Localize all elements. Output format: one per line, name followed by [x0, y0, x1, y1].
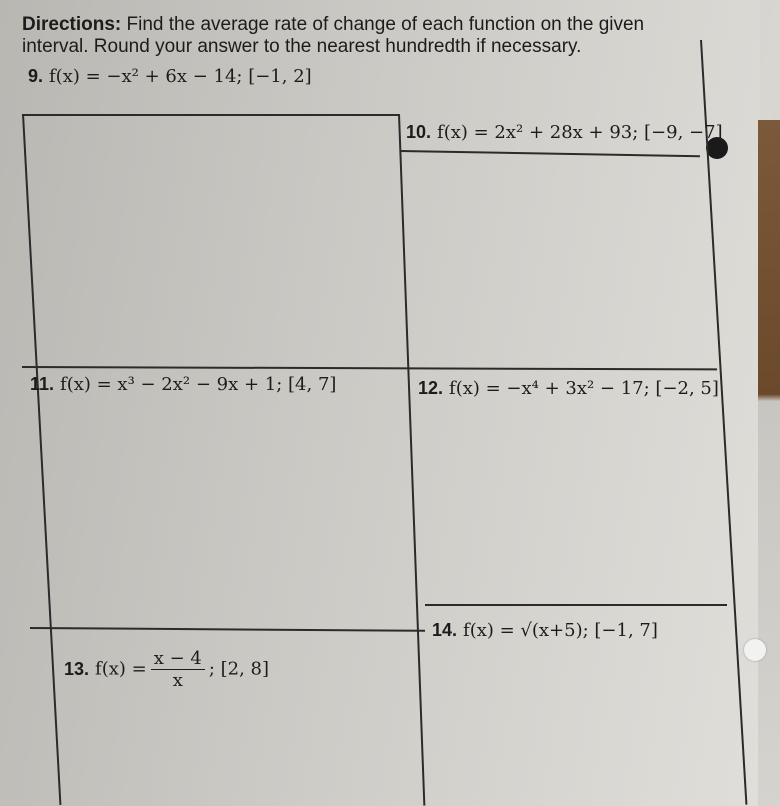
- problem-11-expression: f(x) = x³ − 2x² − 9x + 1; [4, 7]: [60, 374, 337, 395]
- directions-body: Find the average rate of change of each function on the given interval. Round your answer to the nearest hundredth if necessary.: [22, 14, 645, 57]
- problem-11: [30, 374, 336, 395]
- problem-9: [28, 66, 312, 87]
- grid-top-line: [22, 114, 400, 116]
- grid-lower-right-line: [425, 604, 727, 606]
- problem-9-expression: f(x) = −x² + 6x − 14; [−1, 2]: [49, 66, 312, 87]
- problem-13: [64, 648, 269, 691]
- problem-13-rhs: ; [2, 8]: [208, 658, 270, 680]
- directions-text: [22, 14, 702, 58]
- problem-13-numerator: x − 4: [151, 648, 205, 670]
- problem-11-number: 11.: [30, 374, 55, 394]
- problem-12-expression: f(x) = −x⁴ + 3x² − 17; [−2, 5]: [449, 378, 719, 399]
- problem-13-fraction: [151, 648, 205, 691]
- problem-14: [432, 620, 658, 641]
- problem-14-number: 14.: [432, 620, 458, 640]
- problem-9-number: 9.: [28, 66, 44, 86]
- problem-10-number: 10.: [406, 122, 432, 142]
- problem-13-lhs: f(x) =: [95, 658, 147, 680]
- problem-13-denominator: x: [172, 670, 183, 691]
- problem-12-number: 12.: [418, 378, 444, 398]
- problem-12: [418, 378, 719, 399]
- problem-13-number: 13.: [64, 658, 90, 679]
- problem-14-expression: f(x) = √(x+5); [−1, 7]: [463, 620, 658, 641]
- problem-10: [406, 122, 723, 143]
- desk-edge: [758, 120, 780, 806]
- directions-label: Directions:: [22, 14, 122, 35]
- problem-10-expression: f(x) = 2x² + 28x + 93; [−9, −7]: [437, 122, 723, 143]
- binder-hole-light: [744, 639, 766, 661]
